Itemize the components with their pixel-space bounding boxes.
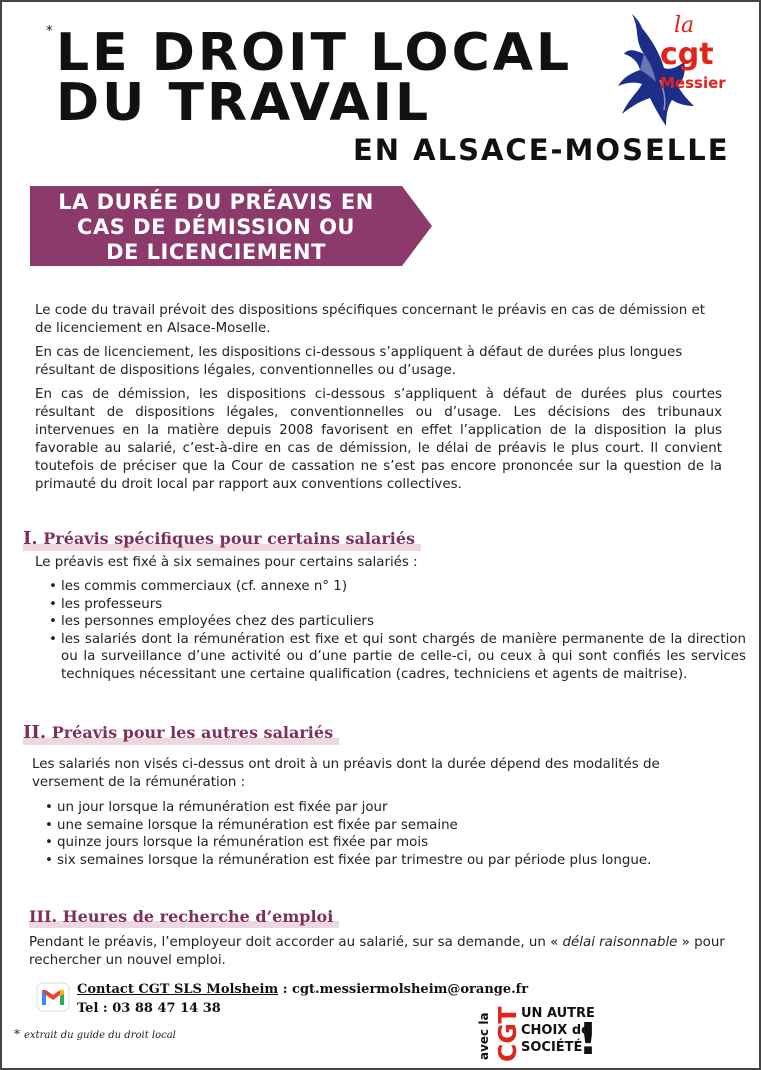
section-3-numeral: III. <box>29 907 58 926</box>
title-line-2: DU TRAVAIL <box>56 73 432 133</box>
list-item: • les professeurs <box>49 596 746 614</box>
list-item: • un jour lorsque la rémunération est fixée par jour <box>45 799 745 817</box>
section-3-text-after: » pour rechercher un nouvel emploi. <box>29 935 725 968</box>
list-item: • les salariés dont la rémunération est fixe et qui sont chargés de manière permanente de la direction ou la surveillance d’une activité ou d’une partie de celle-ci, ou ceux à qui sont confiés les services techniques nécessitant une certaine qualification (cadres, techniciens et agents de maitrise). <box>49 631 746 684</box>
logo-cgt: cgt <box>660 37 714 72</box>
intro-paragraph-1: Le code du travail prévoit des dispositions spécifiques concernant le préavis en cas de démission et de licenciement en Alsace-Moselle. <box>35 303 705 336</box>
list-item: • les personnes employées chez des particuliers <box>49 613 746 631</box>
footnote-star: * <box>14 1027 20 1041</box>
banner-line-2: CAS DE DÉMISSION OU <box>77 215 355 239</box>
section-3-text-italic: délai raisonnable <box>562 935 678 950</box>
banner-line-3: DE LICENCIEMENT <box>106 240 326 264</box>
section-1-lead: Le préavis est fixé à six semaines pour certains salariés : <box>35 555 418 570</box>
eagle-icon <box>614 10 724 130</box>
section-2-title: Préavis pour les autres salariés <box>51 723 334 742</box>
slogan-text <box>521 1005 595 1056</box>
page-subtitle: EN ALSACE-MOSELLE <box>353 133 730 167</box>
contact-separator: : <box>278 982 293 997</box>
contact-block <box>77 980 528 1018</box>
title-line-1: LE DROIT LOCAL <box>56 23 573 83</box>
section-2-lead: Les salariés non visés ci-dessus ont droit à un préavis dont la durée dépend des modalités de versement de la rémunération : <box>32 757 660 790</box>
gmail-icon <box>36 982 70 1012</box>
section-3-text <box>29 934 729 969</box>
contact-label: Contact CGT SLS Molsheim <box>77 982 279 997</box>
section-2-heading <box>23 722 333 743</box>
footnote-text: extrait du guide du droit local <box>24 1030 176 1041</box>
list-item: • une semaine lorsque la rémunération est fixée par semaine <box>45 817 745 835</box>
title-asterisk: * <box>46 24 53 39</box>
slogan-line-3: SOCIÉTÉ <box>521 1040 583 1055</box>
section-1-list <box>49 578 746 683</box>
footnote <box>14 1027 176 1041</box>
section-3-text-before: Pendant le préavis, l’employeur doit accorder au salarié, sur sa demande, un « <box>29 935 563 950</box>
list-item: • les commis commerciaux (cf. annexe n° 1) <box>49 578 746 596</box>
slogan-line-2: CHOIX de <box>521 1023 590 1038</box>
logo-messier: Messier <box>660 74 726 92</box>
section-2-numeral: II. <box>23 722 47 743</box>
section-3-heading <box>29 907 333 926</box>
banner-line-1: LA DURÉE DU PRÉAVIS EN <box>58 190 374 214</box>
slogan-exclamation: ! <box>578 1014 599 1065</box>
logo-la: la <box>674 13 695 38</box>
list-item: • quinze jours lorsque la rémunération est fixée par mois <box>45 834 745 852</box>
cgt-messier-logo <box>614 10 724 130</box>
intro-paragraph-2: En cas de licenciement, les dispositions ci-dessous s’appliquent à défaut de durées plus longues résultant de dispositions légales, conventionnelles ou d’usage. <box>35 345 683 378</box>
list-item: • six semaines lorsque la rémunération est fixée par trimestre ou par période plus longue. <box>45 852 745 870</box>
page-title <box>56 23 573 133</box>
slogan-avec-la: avec la <box>477 1012 491 1060</box>
contact-phone: Tel : 03 88 47 14 38 <box>77 1001 221 1016</box>
slogan-cgt: CGT <box>493 1006 522 1062</box>
section-3-title: Heures de recherche d’emploi <box>62 907 334 926</box>
intro-paragraph-3: En cas de démission, les dispositions ci-dessous s’appliquent à défaut de durées plus courtes résultant de dispositions légales, conventionnelles ou d’usage. Les décisions des tribunaux intervenues en la matière depuis 2008 favorisent en effet l’application de la disposition la plus favorable au salarié, c’est-à-dire en cas de démission, le délai de préavis le plus court. Il convient toutefois de préciser que la Cour de cassation ne s’est pas encore prononcée sur la question de la primauté du droit local par rapport aux conventions collectives. <box>35 387 722 492</box>
section-banner <box>30 186 432 266</box>
slogan-line-1: UN AUTRE <box>521 1006 595 1021</box>
section-1-title: Préavis spécifiques pour certains salariés <box>43 529 416 548</box>
section-2-list <box>45 799 745 869</box>
section-1-numeral: I. <box>23 528 38 549</box>
section-1-heading <box>23 528 415 549</box>
banner-title <box>30 190 402 265</box>
intro-text <box>35 302 722 500</box>
contact-email[interactable]: cgt.messiermolsheim@orange.fr <box>292 982 529 997</box>
